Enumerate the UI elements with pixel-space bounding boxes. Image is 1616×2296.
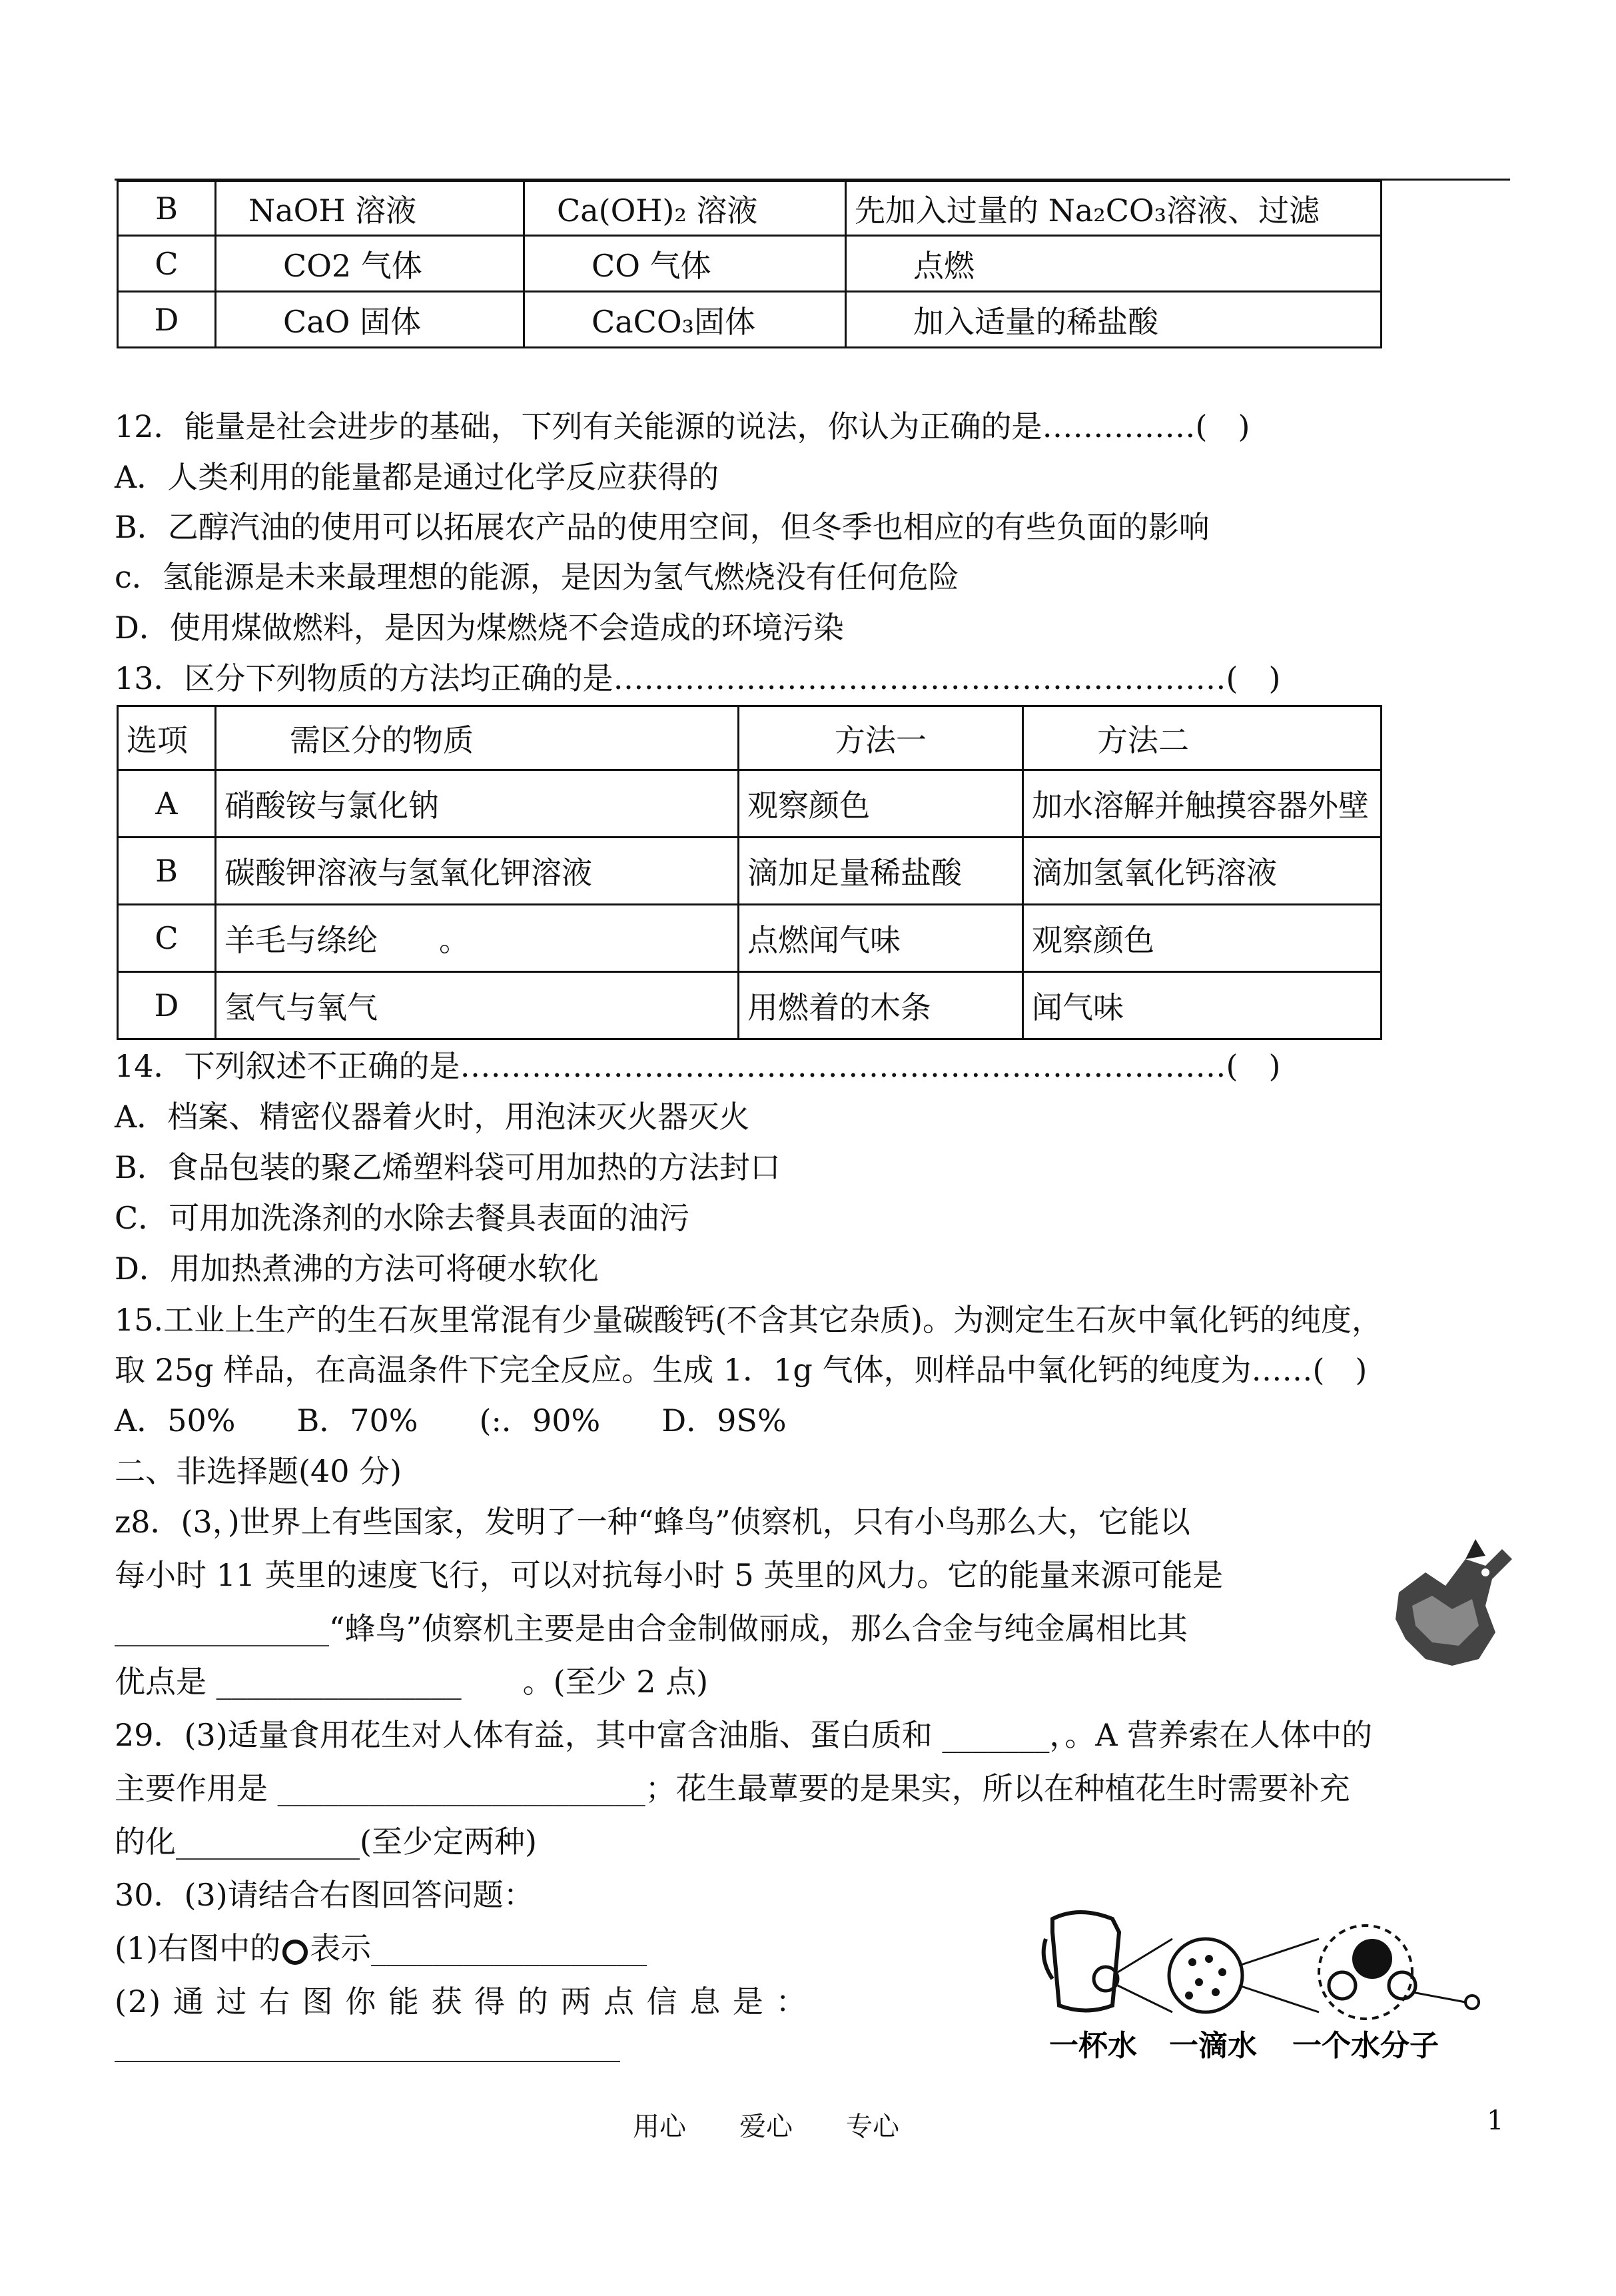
question-30-prefix: (1)右图中的 [115,1930,281,1966]
table-header-row [118,706,1382,770]
question-14-option-b: B．食品包装的聚乙烯塑料袋可用加热的方法封口 [115,1149,781,1185]
water-molecule-figure [1039,1892,1505,2065]
question-14-stem: 14．下列叙述不正确的是…………………………………………………………………( ) [115,1048,1281,1084]
table-cell: C [118,236,216,292]
table-cell: CO 气体 [524,236,846,292]
table-row [118,236,1382,292]
atom-circle-icon [280,1936,310,1966]
table-cell: 点燃 [846,236,1382,292]
question-12-option-a: A．人类利用的能量都是通过化学反应获得的 [115,459,719,495]
table-row [118,181,1382,236]
question-14-option-c: C．可用加洗涤剂的水除去餐具表面的油污 [115,1200,690,1236]
section-heading: 二、非选择题(40 分) [115,1453,402,1489]
table-cell: 先加入过量的 Na₂CO₃溶液、过滤 [846,181,1382,236]
table-cell: D [118,292,216,348]
table-cell: 点燃闻气味 [739,905,1023,972]
table-row [118,838,1382,905]
table-cell: NaOH 溶液 [216,181,524,236]
table-cell: B [118,181,216,236]
fig-label-cup: 一杯水 [1049,2029,1137,2063]
table-q13 [117,705,1382,1040]
table-cell: 氢气与氧气 [216,972,739,1039]
table-cell: 碳酸钾溶液与氢氧化钾溶液 [216,838,739,905]
hummingbird-drone-image [1386,1532,1519,1672]
table-header-cell: 方法二 [1023,706,1382,770]
table-cell: 羊毛与绦纶 。 [216,905,739,972]
table-cell: 加水溶解并触摸容器外壁 [1023,770,1382,838]
table-cell: D [118,972,216,1039]
question-12-option-c: c．氢能源是未来最理想的能源，是因为氢气燃烧没有任何危险 [115,559,959,595]
table-cell: 硝酸铵与氯化钠 [216,770,739,838]
table-cell: 用燃着的木条 [739,972,1023,1039]
table-cell: C [118,905,216,972]
fig-label-drop: 一滴水 [1169,2029,1257,2063]
table-header-cell: 需区分的物质 [216,706,739,770]
question-28-line-4: 优点是 ________________ 。(至少 2 点) [115,1664,709,1700]
table-cell: 滴加足量稀盐酸 [739,838,1023,905]
question-30-suffix: 表示__________________ [310,1930,647,1966]
table-header-cell: 选项 [118,706,216,770]
question-28-line-2: 每小时 11 英里的速度飞行，可以对抗每小时 5 英里的风力。它的能量来源可能是 [115,1557,1224,1593]
question-12-option-d: D．使用煤做燃料，是因为煤燃烧不会造成的环境污染 [115,610,844,646]
table-cell: 滴加氢氧化钙溶液 [1023,838,1382,905]
question-29-line-1: 29．(3)适量食用花生对人体有益，其中富含油脂、蛋白质和 _______，。A 营养索在人体中的 [115,1717,1373,1753]
table-row [118,972,1382,1039]
table-row [118,292,1382,348]
question-30-line-1: 30．(3)请结合右图回答问题： [115,1877,534,1913]
table-cell: CaCO₃固体 [524,292,846,348]
question-30-line-4: _________________________________ [115,2026,620,2062]
table-cell: CO2 气体 [216,236,524,292]
table-cell: 观察颜色 [1023,905,1382,972]
question-15-line-2: 取 25g 样品，在高温条件下完全反应。生成 1．1g 气体，则样品中氧化钙的纯度为……( ) [115,1352,1368,1388]
question-30-line-2 [115,1930,647,1967]
table-separation [117,180,1382,348]
table-cell: 观察颜色 [739,770,1023,838]
table-cell: B [118,838,216,905]
question-29-line-3: 的化____________(至少定两种) [115,1824,537,1860]
question-12-option-b: B．乙醇汽油的使用可以拓展农产品的使用空间，但冬季也相应的有些负面的影响 [115,509,1210,545]
question-13-stem: 13．区分下列物质的方法均正确的是……………………………………………………( ) [115,660,1281,696]
question-14-option-d: D．用加热煮沸的方法可将硬水软化 [115,1251,599,1287]
table-cell: 闻气味 [1023,972,1382,1039]
table-cell: 加入适量的稀盐酸 [846,292,1382,348]
question-15-options: A．50% B．70% (:．90% D．9S% [115,1403,787,1438]
question-15-line-1: 15.工业上生产的生石灰里常混有少量碳酸钙(不含其它杂质)。为测定生石灰中氧化钙的纯度， [115,1302,1383,1338]
fig-label-molecule: 一个水分子 [1292,2029,1439,2063]
table-cell: CaO 固体 [216,292,524,348]
question-29-line-2: 主要作用是 ________________________；花生最蕈要的是果实，所以在种植花生时需要补充 [115,1770,1350,1806]
table-row [118,905,1382,972]
page-number: 1 [1487,2105,1504,2136]
question-12-stem: 12．能量是社会进步的基础，下列有关能源的说法，你认为正确的是……………( ) [115,408,1250,444]
question-30-line-3: (2) 通 过 右 图 你 能 获 得 的 两 点 信 息 是 ： [115,1984,808,2019]
table-cell: Ca(OH)₂ 溶液 [524,181,846,236]
footer-motto: 用心 爱心 专心 [633,2111,899,2142]
table-cell: A [118,770,216,838]
table-header-cell: 方法一 [739,706,1023,770]
question-28-line-1: z8．(3，)世界上有些国家，发明了一种“蜂鸟”侦察机，只有小鸟那么大，它能以 [115,1504,1190,1540]
question-28-line-3: ______________“蜂鸟”侦察机主要是由合金制做丽成，那么合金与纯金属相比其 [115,1610,1188,1646]
table-row [118,770,1382,838]
question-14-option-a: A．档案、精密仪器着火时，用泡沫灭火器灭火 [115,1099,750,1135]
